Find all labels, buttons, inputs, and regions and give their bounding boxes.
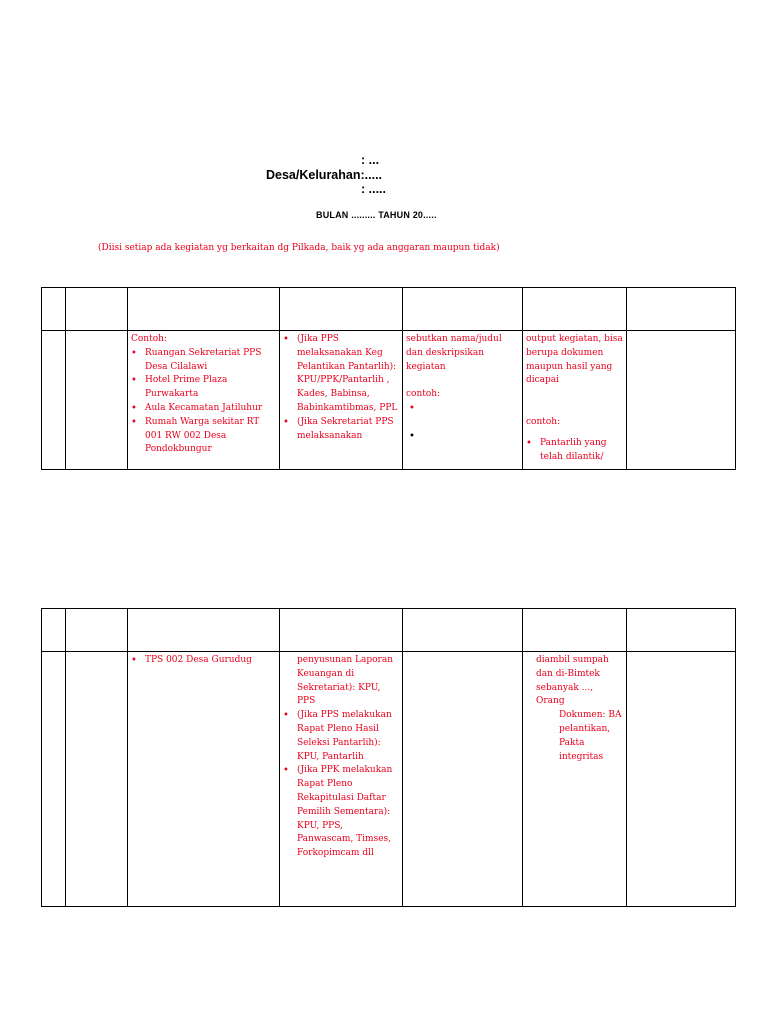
report-table-2 — [41, 608, 736, 907]
empty-bullet — [406, 402, 519, 416]
activity-contoh: contoh: — [406, 389, 441, 400]
header-cell — [403, 609, 523, 652]
header-cell — [280, 609, 403, 652]
cell-date — [66, 652, 128, 907]
cell-no — [42, 331, 66, 470]
cell-date — [66, 331, 128, 470]
table-header-row — [42, 288, 736, 331]
list-item: • Pantarlih yang telah dilantik/ — [526, 437, 623, 465]
list-item: • Ruangan Sekretariat PPS Desa Cilalawi — [131, 347, 276, 375]
location-intro: Contoh: — [131, 334, 167, 344]
activity-description: sebutkan nama/judul dan deskripsikan kegiatan — [406, 334, 502, 372]
report-table-1 — [41, 287, 736, 470]
output-contoh: contoh: — [526, 417, 561, 428]
table-row — [42, 652, 736, 907]
cell-no — [42, 652, 66, 907]
table-header-row — [42, 609, 736, 652]
header-cell — [403, 288, 523, 331]
cell-output — [523, 331, 627, 470]
list-item: • Aula Kecamatan Jatiluhur — [131, 402, 276, 416]
cell-location — [128, 652, 280, 907]
header-cell — [627, 609, 736, 652]
cell-remarks — [627, 652, 736, 907]
header-cell — [42, 609, 66, 652]
header-desa-kelurahan: Desa/Kelurahan:..... — [266, 168, 383, 182]
output-documents: Dokumen: BA pelantikan, Pakta integritas — [559, 710, 622, 762]
participants-continued: penyusunan Laporan Keuangan di Sekretariat): KPU, PPS — [297, 655, 393, 707]
output-continued: diambil sumpah dan di-Bimtek sebanyak ..., Orang — [536, 655, 609, 707]
list-item: • Hotel Prime Plaza Purwakarta — [131, 374, 276, 402]
list-item: • (Jika PPS melaksanakan Keg Pelantikan Pantarlih): KPU/PPK/Pantarlih , Kades, Babinsa, Babinkamtibmas, PPL — [283, 333, 399, 416]
list-item: • Rumah Warga sekitar RT 001 RW 002 Desa Pondokbungur — [131, 416, 276, 457]
list-item: • TPS 002 Desa Gurudug — [131, 654, 276, 668]
header-cell — [66, 288, 128, 331]
output-description: output kegiatan, bisa berupa dokumen maupun hasil yang dicapai — [526, 334, 623, 386]
list-item: • (Jika PPK melakukan Rapat Pleno Rekapitulasi Daftar Pemilih Sementara): KPU, PPS, Panwascam, Timses, Forkopimcam dll — [283, 764, 399, 861]
header-cell — [128, 288, 280, 331]
list-item: • (Jika Sekretariat PPS melaksanakan — [283, 416, 399, 444]
period-label: BULAN ......... TAHUN 20..... — [316, 210, 437, 220]
table-row — [42, 331, 736, 470]
header-cell — [66, 609, 128, 652]
cell-activity — [403, 331, 523, 470]
header-cell — [523, 609, 627, 652]
header-line-3: : ..... — [361, 182, 386, 196]
header-cell — [280, 288, 403, 331]
cell-remarks — [627, 331, 736, 470]
empty-bullet — [406, 430, 519, 444]
cell-activity — [403, 652, 523, 907]
cell-participants — [280, 652, 403, 907]
cell-output — [523, 652, 627, 907]
cell-location — [128, 331, 280, 470]
header-cell — [128, 609, 280, 652]
header-cell — [523, 288, 627, 331]
header-cell — [627, 288, 736, 331]
header-cell — [42, 288, 66, 331]
cell-participants — [280, 331, 403, 470]
instruction-note: (Diisi setiap ada kegiatan yg berkaitan dg Pilkada, baik yg ada anggaran maupun tidak) — [98, 243, 500, 253]
header-line-1: : ... — [361, 153, 380, 167]
list-item: • (Jika PPS melakukan Rapat Pleno Hasil Seleksi Pantarlih): KPU, Pantarlih — [283, 709, 399, 764]
